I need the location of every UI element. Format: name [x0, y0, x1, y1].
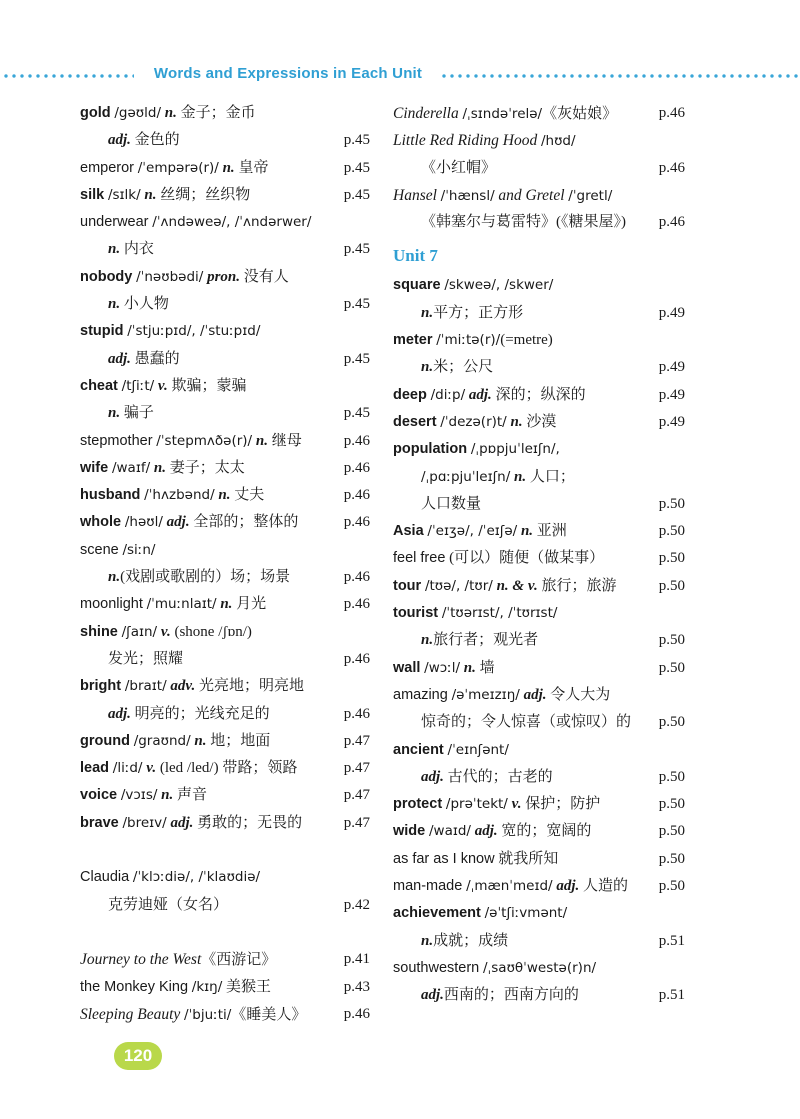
entry-stupid: stupid /ˈstjuːpɪd/, /ˈstuːpɪd/ [80, 323, 261, 340]
entry-meter: meter /ˈmiːtə(r)/(=metre) [393, 332, 553, 349]
entry-cheat-sense: n. 骗子 p.45 [108, 405, 370, 422]
entry-scene-sense: n.(戏剧或歌剧的）场；场景 p.46 [108, 569, 370, 586]
entry-shine: shine /ʃaɪn/ v. (shone /ʃɒn/) [80, 623, 252, 640]
entry-emperor: emperor /ˈempərə(r)/ n. 皇帝 p.45 [80, 159, 370, 176]
entry-wife: wife /waɪf/ n. 妻子；太太 p.46 [80, 459, 370, 476]
spacer [80, 919, 370, 946]
entry-journey-to-the-west: Journey to the West《西游记》 p.41 [80, 951, 370, 969]
entry-underwear: underwear /ˈʌndəweə/, /ˈʌndərwer/ [80, 214, 312, 231]
entry-ancient-sense: adj. 古代的；古老的 p.50 [421, 768, 685, 785]
entry-tour: tour /tʊə/, /tʊr/ n. & v. 旅行；旅游 p.50 [393, 577, 685, 594]
entry-little-red-riding-hood: Little Red Riding Hood /hʊd/ [393, 132, 576, 150]
entry-population: population /ˌpɒpjuˈleɪʃn/, [393, 441, 560, 458]
entry-cinderella: Cinderella /ˌsɪndəˈrelə/《灰姑娘》 p.46 [393, 105, 685, 122]
entry-wall: wall /wɔːl/ n. 墙 p.50 [393, 659, 685, 676]
header-dots-right [440, 74, 798, 78]
entry-hansel-and-gretel-sense: 《韩塞尔与葛雷特》(《糖果屋》) p.46 [421, 214, 685, 231]
spacer [80, 837, 370, 864]
entry-monkey-king: the Monkey King /kɪŋ/ 美猴王 p.43 [80, 978, 370, 995]
entry-achievement: achievement /əˈtʃiːvmənt/ [393, 905, 568, 922]
entry-achievement-sense: n.成就；成绩 p.51 [421, 932, 685, 949]
entry-population-us: /ˌpɑːpjuˈleɪʃn/ n. 人口； [421, 468, 575, 485]
entry-amazing-sense: 惊奇的；令人惊喜（或惊叹）的 p.50 [421, 714, 685, 731]
entry-moonlight: moonlight /ˈmuːnlaɪt/ n. 月光 p.46 [80, 596, 370, 613]
entry-claudia-sense: 克劳迪娅（女名） p.42 [108, 896, 370, 913]
entry-hansel-and-gretel: Hansel /ˈhænsl/ and Gretel /ˈgretl/ [393, 186, 613, 204]
entry-shine-sense: 发光；照耀 p.46 [108, 650, 370, 667]
entry-stepmother: stepmother /ˈstepmʌðə(r)/ n. 继母 p.46 [80, 432, 370, 449]
entry-cheat: cheat /tʃiːt/ v. 欺骗；蒙骗 [80, 377, 247, 394]
entry-bright: bright /braɪt/ adv. 光亮地；明亮地 [80, 678, 305, 695]
entry-whole: whole /həʊl/ adj. 全部的；整体的 p.46 [80, 514, 370, 531]
entry-tourist-sense: n.旅行者；观光者 p.50 [421, 632, 685, 649]
unit-7-heading: Unit 7 [393, 246, 438, 266]
entry-brave: brave /breɪv/ adj. 勇敢的；无畏的 p.47 [80, 814, 370, 831]
entry-gold: gold /gəʊld/ n. 金子；金币 [80, 105, 256, 121]
entry-lead: lead /liːd/ v. (led /led/) 带路；领路 p.47 [80, 760, 370, 777]
page-number-badge: 120 [114, 1042, 162, 1070]
entry-little-red-riding-hood-sense: 《小红帽》 p.46 [421, 159, 685, 176]
left-column [80, 100, 370, 1028]
header-title: Words and Expressions in Each Unit [153, 65, 423, 82]
entry-as-far-as-i-know: as far as I know 就我所知 p.50 [393, 850, 685, 867]
entry-scene: scene /siːn/ [80, 541, 156, 558]
entry-asia: Asia /ˈeɪʒə/, /ˈeɪʃə/ n. 亚洲 p.50 [393, 523, 685, 540]
entry-gold-sense: adj. 金色的 p.45 [108, 132, 370, 149]
entry-protect: protect /prəˈtekt/ v. 保护；防护 p.50 [393, 796, 685, 813]
entry-stupid-sense: adj. 愚蠢的 p.45 [108, 350, 370, 367]
entry-claudia: Claudia /ˈklɔːdiə/, /ˈklaʊdiə/ [80, 869, 261, 886]
entry-population-sense: 人口数量 p.50 [421, 495, 685, 512]
entry-amazing: amazing /əˈmeɪzɪŋ/ adj. 令人大为 [393, 686, 611, 703]
entry-nobody-sense: n. 小人物 p.45 [108, 296, 370, 313]
running-header [0, 62, 800, 90]
entry-voice: voice /vɔɪs/ n. 声音 p.47 [80, 787, 370, 804]
entry-square: square /skweə/, /skwer/ [393, 277, 554, 294]
entry-southwestern-sense: adj.西南的；西南方向的 p.51 [421, 987, 685, 1004]
entry-ground: ground /graʊnd/ n. 地；地面 p.47 [80, 732, 370, 749]
entry-silk: silk /sɪlk/ n. 丝绸；丝织物 p.45 [80, 186, 370, 203]
entry-meter-sense: n.米；公尺 p.49 [421, 359, 685, 376]
entry-man-made: man-made /ˌmænˈmeɪd/ adj. 人造的 p.50 [393, 878, 685, 895]
entry-deep: deep /diːp/ adj. 深的；纵深的 p.49 [393, 386, 685, 403]
entry-desert: desert /ˈdezə(r)t/ n. 沙漠 p.49 [393, 413, 685, 430]
entry-underwear-sense: n. 内衣 p.45 [108, 241, 370, 258]
header-dots-left [2, 74, 134, 78]
entry-bright-sense: adj. 明亮的；光线充足的 p.46 [108, 705, 370, 722]
entry-husband: husband /ˈhʌzbənd/ n. 丈夫 p.46 [80, 487, 370, 504]
entry-feel-free: feel free (可以）随便（做某事） p.50 [393, 550, 685, 567]
right-column [393, 100, 685, 1010]
entry-nobody: nobody /ˈnəʊbədi/ pron. 没有人 [80, 268, 289, 285]
entry-wide: wide /waɪd/ adj. 宽的；宽阔的 p.50 [393, 823, 685, 840]
entry-ancient: ancient /ˈeɪnʃənt/ [393, 741, 509, 758]
entry-tourist: tourist /ˈtʊərɪst/, /ˈtʊrɪst/ [393, 605, 558, 622]
entry-square-sense: n.平方；正方形 p.49 [421, 304, 685, 321]
entry-southwestern: southwestern /ˌsaʊθˈwestə(r)n/ [393, 959, 597, 976]
entry-sleeping-beauty: Sleeping Beauty /ˈbjuːti/《睡美人》 p.46 [80, 1005, 370, 1023]
